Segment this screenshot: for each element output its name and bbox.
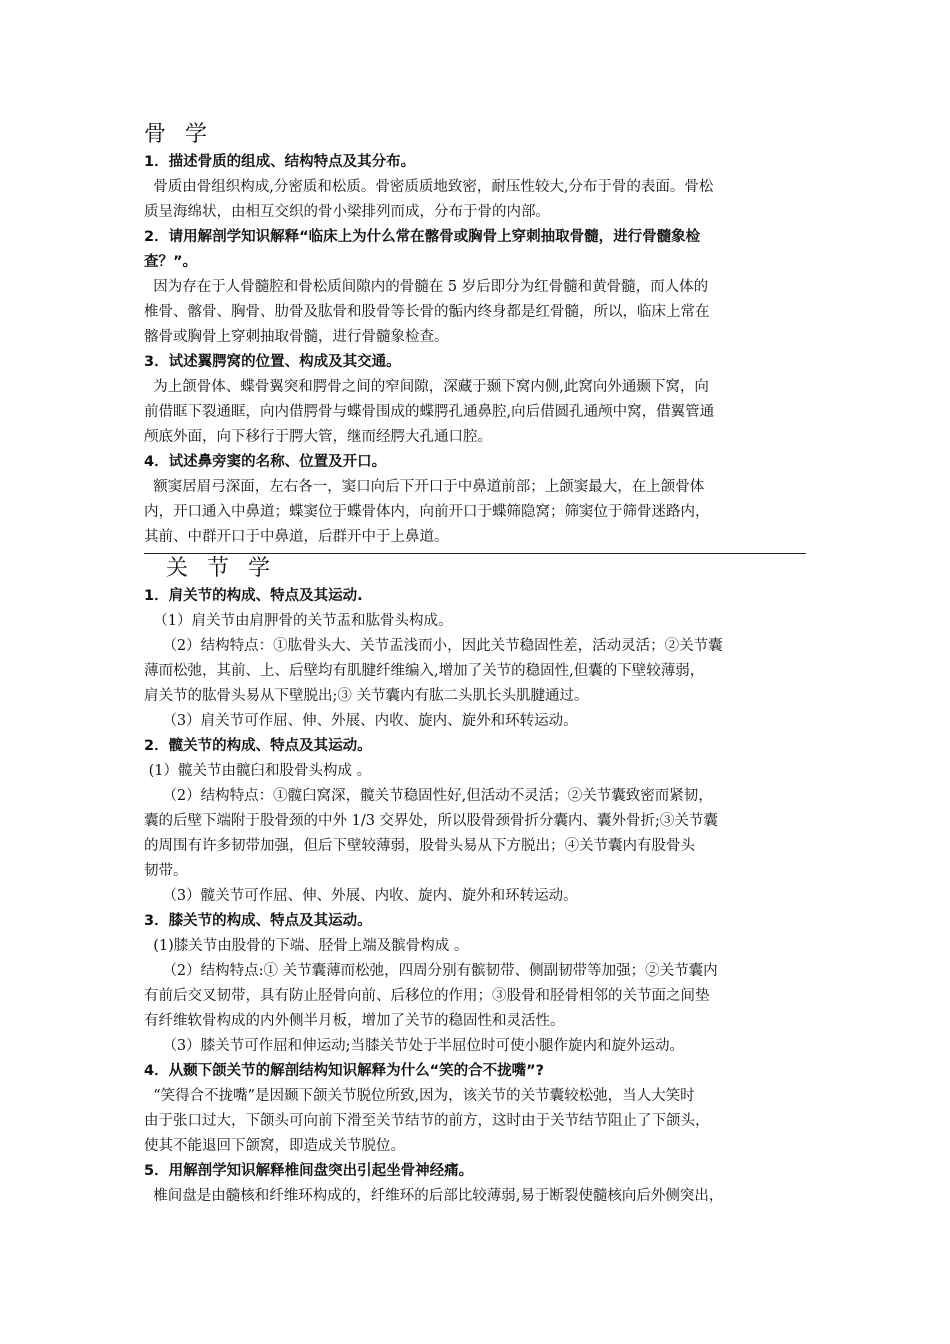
answer-line: 质呈海绵状，由相互交织的骨小梁排列而成，分布于骨的内部。 (144, 204, 550, 220)
answer-line: （3）肩关节可作屈、伸、外展、内收、旋内、旋外和环转运动。 (144, 713, 578, 729)
question-block (144, 909, 806, 1059)
answer-line: 椎骨、髂骨、胸骨、肋骨及肱骨和股骨等长骨的骺内终身都是红骨髓，所以，临床上常在 (144, 304, 710, 320)
question-block (144, 734, 806, 909)
question-heading: 3．试述翼腭窝的位置、构成及其交通。 (144, 354, 401, 370)
question-heading: 5．用解剖学知识解释椎间盘突出引起坐骨神经痛。 (144, 1163, 474, 1179)
answer-line: 颅底外面，向下移行于腭大管，继而经腭大孔通口腔。 (144, 429, 492, 445)
question-heading: 1．肩关节的构成、特点及其运动. (144, 588, 363, 604)
answer-line: 其前、中群开口于中鼻道，后群开中于上鼻道。 (144, 529, 449, 545)
answer-line: 肩关节的肱骨头易从下壁脱出;③ 关节囊内有肱二头肌长头肌腱通过。 (144, 688, 589, 704)
answer-line: （1）肩关节由肩胛骨的关节盂和肱骨头构成。 (144, 613, 453, 629)
question-block (144, 350, 806, 450)
question-block (144, 1159, 806, 1209)
answer-line: （2）结构特点：①肱骨头大、关节盂浅而小，因此关节稳固性差，活动灵活；②关节囊 (144, 638, 723, 654)
answer-line: 骨质由骨组织构成,分密质和松质。骨密质质地致密，耐压性较大,分布于骨的表面。骨松 (144, 179, 714, 195)
document-page (144, 120, 806, 1209)
answer-line: 椎间盘是由髓核和纤维环构成的，纤维环的后部比较薄弱,易于断裂使髓核向后外侧突出， (144, 1188, 724, 1204)
answer-line: 内，开口通入中鼻道；蝶窦位于蝶骨体内，向前开口于蝶筛隐窝；筛窦位于筛骨迷路内， (144, 504, 710, 520)
answer-line: 薄而松弛，其前、上、后壁均有肌腱纤维编入,增加了关节的稳固性,但囊的下壁较薄弱， (144, 663, 705, 679)
answer-line: （2）结构特点:① 关节囊薄而松弛，四周分别有髌韧带、侧副韧带等加强；②关节囊内 (144, 963, 718, 979)
answer-line: “笑得合不拢嘴”是因颞下颌关节脱位所致,因为，该关节的关节囊较松弛，当人大笑时 (144, 1088, 695, 1104)
question-heading-continued: 查？”。 (144, 254, 198, 270)
answer-line: 髂骨或胸骨上穿刺抽取骨髓，进行骨髓象检查。 (144, 329, 449, 345)
question-block (144, 584, 806, 734)
question-block (144, 450, 806, 550)
answer-line: （2）结构特点：①髋臼窝深，髋关节稳固性好,但活动不灵活；②关节囊致密而紧韧， (144, 788, 713, 804)
answer-line: (1)膝关节由股骨的下端、胫骨上端及髌骨构成 。 (144, 938, 469, 954)
answer-line: （3）膝关节可作屈和伸运动;当膝关节处于半屈位时可使小腿作旋内和旋外运动。 (144, 1038, 685, 1054)
answer-line: 使其不能退回下颌窝，即造成关节脱位。 (144, 1138, 405, 1154)
answer-line: 为上颌骨体、蝶骨翼突和腭骨之间的窄间隙，深藏于颞下窝内侧,此窝向外通颞下窝，向 (144, 379, 709, 395)
answer-line: （3）髋关节可作屈、伸、外展、内收、旋内、旋外和环转运动。 (144, 888, 578, 904)
question-heading: 1．描述骨质的组成、结构特点及其分布。 (144, 154, 416, 170)
question-heading: 3．膝关节的构成、特点及其运动。 (144, 913, 372, 929)
question-block (144, 150, 806, 225)
answer-line: 有前后交叉韧带，具有防止胫骨向前、后移位的作用；③股骨和胫骨相邻的关节面之间垫 (144, 988, 710, 1004)
answer-line: 前借眶下裂通眶，向内借腭骨与蝶骨围成的蝶腭孔通鼻腔,向后借圆孔通颅中窝，借翼管通 (144, 404, 715, 420)
answer-line: 有纤维软骨构成的内外侧半月板，增加了关节的稳固性和灵活性。 (144, 1013, 565, 1029)
answer-line: 囊的后壁下端附于股骨颈的中外 1/3 交界处，所以股骨颈骨折分囊内、囊外骨折;③关节囊 (144, 813, 718, 829)
answer-line: (1）髋关节由髋臼和股骨头构成 。 (144, 763, 372, 779)
question-heading: 4．从颞下颌关节的解剖结构知识解释为什么“笑的合不拢嘴”? (144, 1063, 545, 1079)
answer-line: 额窦居眉弓深面，左右各一，窦口向后下开口于中鼻道前部；上颌窦最大，在上颌骨体 (144, 479, 705, 495)
question-heading: 4．试述鼻旁窦的名称、位置及开口。 (144, 454, 387, 470)
section-title-osteology: 骨 学 (144, 122, 213, 147)
answer-line: 由于张口过大，下颌头可向前下滑至关节结节的前方，这时由于关节结节阻止了下颌头， (144, 1113, 710, 1129)
answer-line: 因为存在于人骨髓腔和骨松质间隙内的骨髓在 5 岁后即分为红骨髓和黄骨髓，而人体的 (144, 279, 709, 295)
answer-line: 的周围有许多韧带加强，但后下壁较薄弱，股骨头易从下方脱出；④关节囊内有股骨头 (144, 838, 695, 854)
answer-line: 韧带。 (144, 863, 188, 879)
question-heading: 2．髋关节的构成、特点及其运动。 (144, 738, 372, 754)
question-block (144, 1059, 806, 1159)
question-block (144, 225, 806, 350)
section-title-arthrology: 关 节 学 (166, 556, 276, 581)
question-heading: 2．请用解剖学知识解释“临床上为什么常在髂骨或胸骨上穿刺抽取骨髓，进行骨髓象检 (144, 229, 701, 245)
